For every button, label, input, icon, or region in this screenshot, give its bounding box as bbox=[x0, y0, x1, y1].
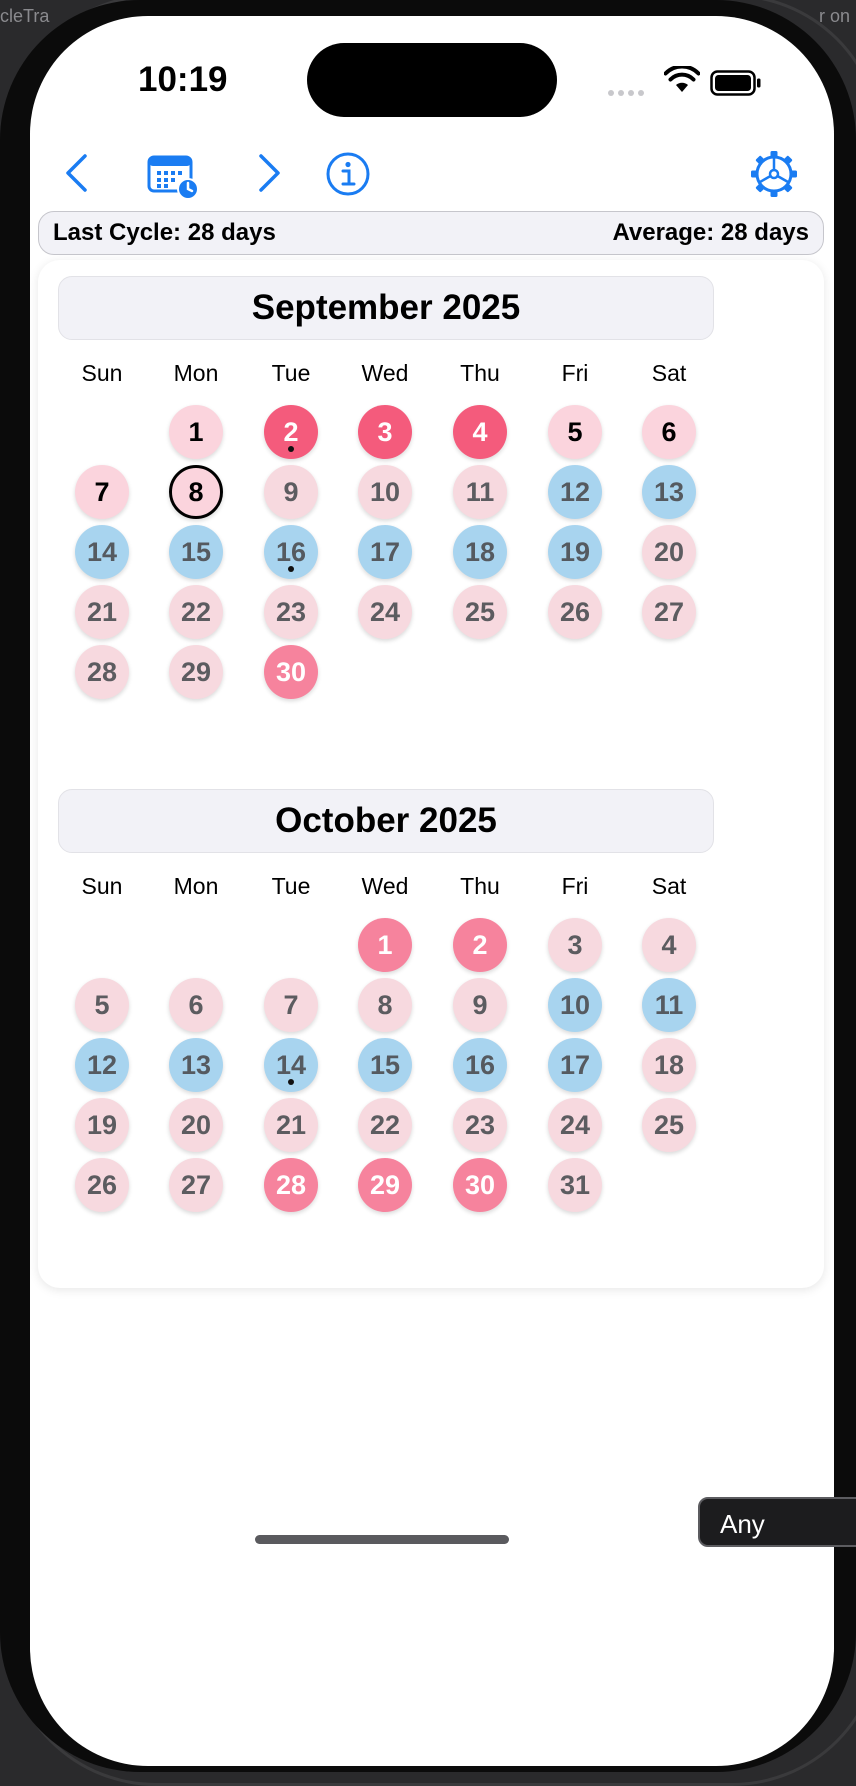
day-number: 29 bbox=[369, 1169, 401, 1200]
day-number: 12 bbox=[559, 476, 591, 507]
day-number: 7 bbox=[283, 989, 299, 1020]
wifi-icon bbox=[664, 66, 700, 94]
day-number: 30 bbox=[275, 656, 307, 687]
day-cell[interactable] bbox=[642, 978, 696, 1032]
weekday-label: Sun bbox=[81, 873, 123, 899]
weekday-label: Fri bbox=[561, 873, 589, 899]
day-cell[interactable] bbox=[642, 1098, 696, 1152]
day-number: 18 bbox=[464, 536, 496, 567]
day-cell-today[interactable] bbox=[169, 465, 223, 519]
day-cell[interactable] bbox=[642, 585, 696, 639]
day-number: 12 bbox=[86, 1049, 118, 1080]
day-cell[interactable] bbox=[548, 918, 602, 972]
day-cell[interactable] bbox=[169, 405, 223, 459]
day-number: 3 bbox=[377, 416, 393, 447]
day-number: 9 bbox=[472, 989, 488, 1020]
day-number: 4 bbox=[472, 416, 488, 447]
calendar-today-button[interactable] bbox=[142, 146, 206, 206]
day-cell[interactable] bbox=[264, 405, 318, 459]
day-cell[interactable] bbox=[75, 978, 129, 1032]
day-cell[interactable] bbox=[453, 1038, 507, 1092]
dynamic-island bbox=[307, 43, 557, 117]
day-cell[interactable] bbox=[453, 978, 507, 1032]
day-number: 24 bbox=[559, 1109, 591, 1140]
day-cell[interactable] bbox=[169, 978, 223, 1032]
day-number: 6 bbox=[188, 989, 204, 1020]
weekday-label: Sat bbox=[651, 360, 687, 386]
weekday-label: Mon bbox=[173, 360, 219, 386]
any-button[interactable]: Any bbox=[698, 1497, 856, 1547]
previous-month-button[interactable] bbox=[54, 148, 98, 198]
day-number: 11 bbox=[654, 989, 684, 1020]
day-cell[interactable] bbox=[548, 585, 602, 639]
day-number: 27 bbox=[180, 1169, 212, 1200]
day-number: 10 bbox=[369, 476, 401, 507]
day-cell[interactable] bbox=[75, 645, 129, 699]
day-cell[interactable] bbox=[548, 1158, 602, 1212]
weekday-label: Fri bbox=[561, 360, 589, 386]
cycle-stats-bar bbox=[38, 211, 824, 255]
day-cell[interactable] bbox=[169, 1038, 223, 1092]
month-header-september: September 2025 bbox=[58, 276, 714, 340]
day-number: 17 bbox=[559, 1049, 591, 1080]
day-number: 16 bbox=[275, 536, 307, 567]
info-button[interactable] bbox=[322, 148, 374, 200]
day-number: 13 bbox=[653, 476, 685, 507]
day-cell[interactable] bbox=[264, 1098, 318, 1152]
day-cell[interactable] bbox=[453, 405, 507, 459]
day-number: 2 bbox=[283, 416, 299, 447]
weekday-label: Tue bbox=[271, 360, 311, 386]
day-cell[interactable] bbox=[358, 1098, 412, 1152]
day-number: 29 bbox=[180, 656, 212, 687]
day-number: 28 bbox=[275, 1169, 307, 1200]
background-app-text-right: r on bbox=[818, 6, 850, 26]
day-number: 25 bbox=[653, 1109, 685, 1140]
day-number: 25 bbox=[464, 596, 496, 627]
day-number: 19 bbox=[559, 536, 591, 567]
day-number: 31 bbox=[559, 1169, 591, 1200]
day-cell[interactable] bbox=[358, 978, 412, 1032]
day-cell[interactable] bbox=[548, 525, 602, 579]
day-cell[interactable] bbox=[169, 645, 223, 699]
status-time: 10:19 bbox=[138, 60, 228, 99]
day-number: 24 bbox=[369, 596, 401, 627]
day-number: 17 bbox=[369, 536, 401, 567]
day-cell[interactable] bbox=[548, 1098, 602, 1152]
gear-icon bbox=[749, 149, 799, 199]
day-number: 28 bbox=[86, 656, 118, 687]
weekday-label: Thu bbox=[460, 873, 500, 899]
background-app-text-left: cleTra bbox=[0, 6, 50, 26]
day-cell[interactable] bbox=[358, 585, 412, 639]
day-number: 23 bbox=[275, 596, 307, 627]
day-number: 14 bbox=[275, 1049, 307, 1080]
day-number: 6 bbox=[661, 416, 677, 447]
day-number: 4 bbox=[661, 929, 677, 960]
day-number: 20 bbox=[180, 1109, 212, 1140]
info-circle-icon bbox=[325, 151, 371, 197]
day-number: 21 bbox=[275, 1109, 307, 1140]
last-cycle-label: Last Cycle: 28 days bbox=[53, 219, 276, 246]
day-cell[interactable] bbox=[453, 585, 507, 639]
day-number: 8 bbox=[377, 989, 393, 1020]
weekday-label: Thu bbox=[460, 360, 500, 386]
day-cell[interactable] bbox=[264, 645, 318, 699]
weekday-label: Mon bbox=[173, 873, 219, 899]
day-number: 16 bbox=[464, 1049, 496, 1080]
day-number: 20 bbox=[653, 536, 685, 567]
day-cell[interactable] bbox=[548, 978, 602, 1032]
day-cell[interactable] bbox=[358, 405, 412, 459]
day-number: 1 bbox=[377, 929, 393, 960]
day-cell[interactable] bbox=[358, 465, 412, 519]
day-cell[interactable] bbox=[453, 525, 507, 579]
day-number: 15 bbox=[369, 1049, 401, 1080]
weekday-label: Tue bbox=[271, 873, 311, 899]
day-cell[interactable] bbox=[642, 1038, 696, 1092]
next-month-button[interactable] bbox=[248, 148, 292, 198]
day-cell[interactable] bbox=[264, 978, 318, 1032]
average-cycle-label: Average: 28 days bbox=[612, 219, 809, 246]
event-dot bbox=[288, 446, 294, 452]
day-cell[interactable] bbox=[358, 525, 412, 579]
day-cell[interactable] bbox=[169, 1098, 223, 1152]
day-cell[interactable] bbox=[453, 1098, 507, 1152]
day-cell[interactable] bbox=[75, 1158, 129, 1212]
day-cell[interactable] bbox=[75, 525, 129, 579]
day-cell[interactable] bbox=[169, 585, 223, 639]
battery-icon bbox=[710, 70, 762, 96]
day-cell[interactable] bbox=[75, 1038, 129, 1092]
day-number: 26 bbox=[86, 1169, 118, 1200]
day-number: 13 bbox=[180, 1049, 212, 1080]
day-cell[interactable] bbox=[75, 585, 129, 639]
day-cell[interactable] bbox=[75, 465, 129, 519]
day-number: 27 bbox=[653, 596, 685, 627]
chevron-right-icon bbox=[257, 153, 283, 193]
day-number: 22 bbox=[180, 596, 212, 627]
day-number: 11 bbox=[465, 476, 495, 507]
home-indicator[interactable] bbox=[255, 1535, 509, 1544]
settings-button[interactable] bbox=[746, 146, 802, 202]
day-number: 7 bbox=[94, 476, 110, 507]
weekday-label: Wed bbox=[361, 873, 409, 899]
day-cell[interactable] bbox=[264, 525, 318, 579]
day-cell[interactable] bbox=[642, 918, 696, 972]
day-number: 5 bbox=[567, 416, 583, 447]
day-cell[interactable] bbox=[264, 465, 318, 519]
day-cell[interactable] bbox=[642, 465, 696, 519]
day-cell[interactable] bbox=[453, 465, 507, 519]
chevron-left-icon bbox=[63, 153, 89, 193]
day-cell[interactable] bbox=[358, 1038, 412, 1092]
day-number: 21 bbox=[86, 596, 118, 627]
day-number: 26 bbox=[559, 596, 591, 627]
day-cell[interactable] bbox=[264, 585, 318, 639]
day-number: 10 bbox=[559, 989, 591, 1020]
day-number: 8 bbox=[188, 476, 204, 507]
day-cell[interactable] bbox=[358, 1158, 412, 1212]
day-cell[interactable] bbox=[264, 1158, 318, 1212]
day-number: 22 bbox=[369, 1109, 401, 1140]
calendar-card bbox=[38, 260, 824, 1288]
day-number: 1 bbox=[188, 416, 204, 447]
day-number: 15 bbox=[180, 536, 212, 567]
day-number: 19 bbox=[86, 1109, 118, 1140]
weekday-label: Sun bbox=[81, 360, 123, 386]
day-cell[interactable] bbox=[169, 525, 223, 579]
day-number: 5 bbox=[94, 989, 110, 1020]
weekday-label: Wed bbox=[361, 360, 409, 386]
day-cell[interactable] bbox=[548, 1038, 602, 1092]
day-cell[interactable] bbox=[642, 405, 696, 459]
day-number: 2 bbox=[472, 929, 488, 960]
day-cell[interactable] bbox=[453, 918, 507, 972]
month-header-october: October 2025 bbox=[58, 789, 714, 853]
day-cell[interactable] bbox=[358, 918, 412, 972]
day-cell[interactable] bbox=[75, 1098, 129, 1152]
day-number: 30 bbox=[464, 1169, 496, 1200]
day-number: 3 bbox=[567, 929, 583, 960]
day-cell[interactable] bbox=[642, 525, 696, 579]
day-cell[interactable] bbox=[264, 1038, 318, 1092]
weekday-header-row bbox=[64, 360, 816, 390]
day-number: 18 bbox=[653, 1049, 685, 1080]
cellular-signal-icon bbox=[608, 83, 652, 91]
event-dot bbox=[288, 566, 294, 572]
day-number: 23 bbox=[464, 1109, 496, 1140]
day-number: 14 bbox=[86, 536, 118, 567]
day-cell[interactable] bbox=[548, 405, 602, 459]
day-number: 9 bbox=[283, 476, 299, 507]
weekday-label: Sat bbox=[651, 873, 687, 899]
day-cell[interactable] bbox=[548, 465, 602, 519]
calendar-clock-icon bbox=[146, 152, 202, 200]
day-cell[interactable] bbox=[453, 1158, 507, 1212]
day-cell[interactable] bbox=[169, 1158, 223, 1212]
weekday-header-row bbox=[64, 873, 816, 903]
event-dot bbox=[288, 1079, 294, 1085]
